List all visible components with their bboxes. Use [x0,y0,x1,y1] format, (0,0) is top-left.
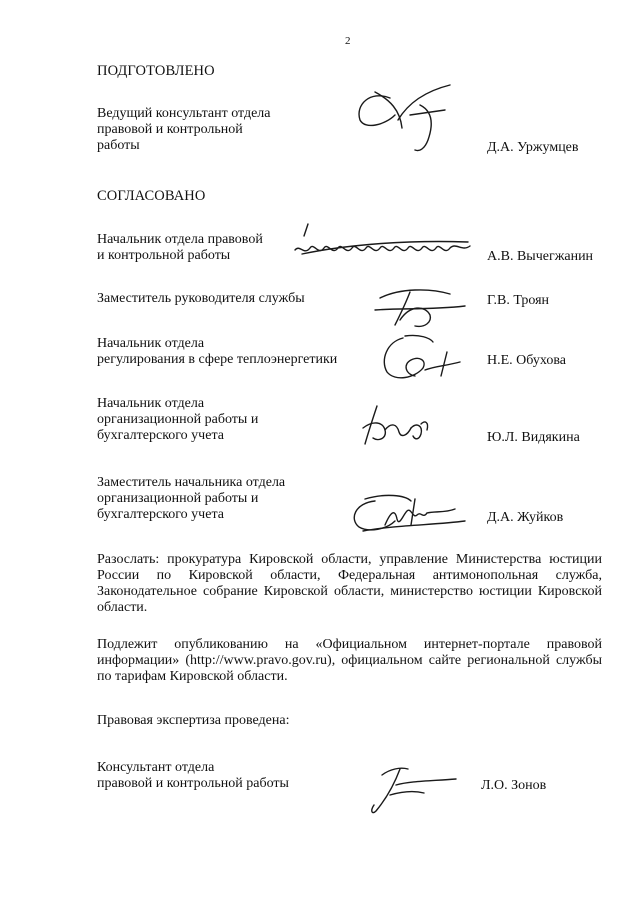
prepared-name: Д.А. Уржумцев [487,140,579,155]
signer-position: Заместитель руководителя службы [97,291,305,306]
signature-obukhova [375,330,465,385]
signer-name: Д.А. Жуйков [487,510,564,525]
signature-vidyakina [355,400,435,450]
legal-expertise-note: Правовая экспертиза проведена: [97,713,290,728]
signature-urzhumtsev [350,80,460,155]
approved-heading: СОГЛАСОВАНО [97,188,206,204]
signer-position: Заместитель начальника отдела организационной работы и бухгалтерского учета [97,475,286,522]
page-number: 2 [345,35,351,47]
signature-vychegzhanin [290,222,490,267]
signer-position: Начальник отдела правовой и контрольной работы [97,232,263,263]
signer-name: Г.В. Троян [487,293,550,308]
distribution-list: Разослать: прокуратура Кировской области, управление Министерства юстиции России по Кировской области, Федеральная антимонопольная служба, Законодательное собрание Кировской области, министерство юстиции Кировской области. [97,552,602,615]
signer-position: Начальник отдела организационной работы и бухгалтерского учета [97,396,259,443]
signature-zhuykov [345,485,475,540]
publication-note: Подлежит опубликованию на «Официальном интернет-портале правовой информации» (http://www.pravo.gov.ru), официальном сайте региональной службы по тарифам Кировской области. [97,637,602,684]
signature-zonov [360,755,460,820]
prepared-heading: ПОДГОТОВЛЕНО [97,63,215,79]
signer-name: Ю.Л. Видякина [487,430,580,445]
signer-name: Н.Е. Обухова [487,353,566,368]
consultant-name: Л.О. Зонов [481,778,547,793]
consultant-position: Консультант отдела правовой и контрольной работы [97,760,289,791]
signer-position: Начальник отдела регулирования в сфере теплоэнергетики [97,336,338,367]
prepared-position: Ведущий консультант отдела правовой и контрольной работы [97,106,271,153]
signer-name: А.В. Вычегжанин [487,249,594,264]
